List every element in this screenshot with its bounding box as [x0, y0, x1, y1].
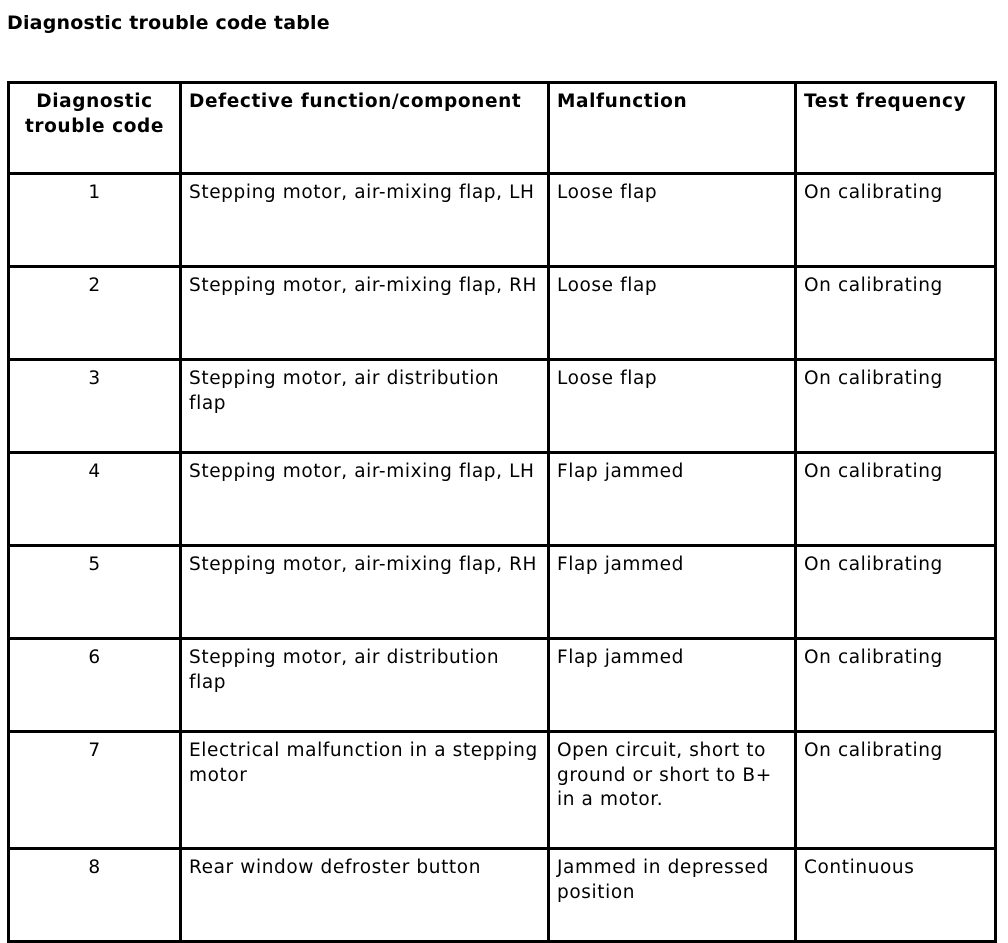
- cell-component: Rear window defroster button: [181, 849, 549, 942]
- cell-component: Stepping motor, air distribution flap: [181, 639, 549, 732]
- cell-component: Stepping motor, air-mixing flap, LH: [181, 453, 549, 546]
- cell-frequency: On calibrating: [796, 453, 996, 546]
- cell-component: Stepping motor, air-mixing flap, LH: [181, 174, 549, 267]
- table-header-row: [9, 83, 996, 174]
- cell-frequency: On calibrating: [796, 360, 996, 453]
- cell-malfunction: Flap jammed: [549, 453, 796, 546]
- table-row: [9, 849, 996, 942]
- page-title: Diagnostic trouble code table: [7, 12, 330, 34]
- diagnostic-trouble-code-table: [7, 81, 997, 943]
- header-malfunction: Malfunction: [549, 83, 796, 174]
- table-row: [9, 360, 996, 453]
- cell-frequency: On calibrating: [796, 174, 996, 267]
- table-row: [9, 267, 996, 360]
- table-row: [9, 639, 996, 732]
- cell-frequency: On calibrating: [796, 732, 996, 849]
- cell-component: Stepping motor, air distribution flap: [181, 360, 549, 453]
- table-row: [9, 174, 996, 267]
- cell-malfunction: Open circuit, short to ground or short to B+ in a motor.: [549, 732, 796, 849]
- cell-frequency: Continuous: [796, 849, 996, 942]
- cell-code: 1: [9, 174, 181, 267]
- cell-component: Electrical malfunction in a stepping motor: [181, 732, 549, 849]
- table-row: [9, 546, 996, 639]
- cell-code: 5: [9, 546, 181, 639]
- cell-frequency: On calibrating: [796, 639, 996, 732]
- cell-malfunction: Loose flap: [549, 174, 796, 267]
- header-diagnostic-trouble-code: Diagnostic trouble code: [9, 83, 181, 174]
- cell-malfunction: Flap jammed: [549, 639, 796, 732]
- cell-code: 6: [9, 639, 181, 732]
- cell-code: 3: [9, 360, 181, 453]
- cell-malfunction: Flap jammed: [549, 546, 796, 639]
- cell-malfunction: Loose flap: [549, 267, 796, 360]
- cell-malfunction: Jammed in depressed position: [549, 849, 796, 942]
- cell-frequency: On calibrating: [796, 546, 996, 639]
- cell-frequency: On calibrating: [796, 267, 996, 360]
- cell-code: 8: [9, 849, 181, 942]
- cell-code: 4: [9, 453, 181, 546]
- cell-component: Stepping motor, air-mixing flap, RH: [181, 546, 549, 639]
- cell-code: 7: [9, 732, 181, 849]
- header-defective-component: Defective function/component: [181, 83, 549, 174]
- cell-code: 2: [9, 267, 181, 360]
- cell-malfunction: Loose flap: [549, 360, 796, 453]
- header-test-frequency: Test frequency: [796, 83, 996, 174]
- table-row: [9, 453, 996, 546]
- cell-component: Stepping motor, air-mixing flap, RH: [181, 267, 549, 360]
- table-row: [9, 732, 996, 849]
